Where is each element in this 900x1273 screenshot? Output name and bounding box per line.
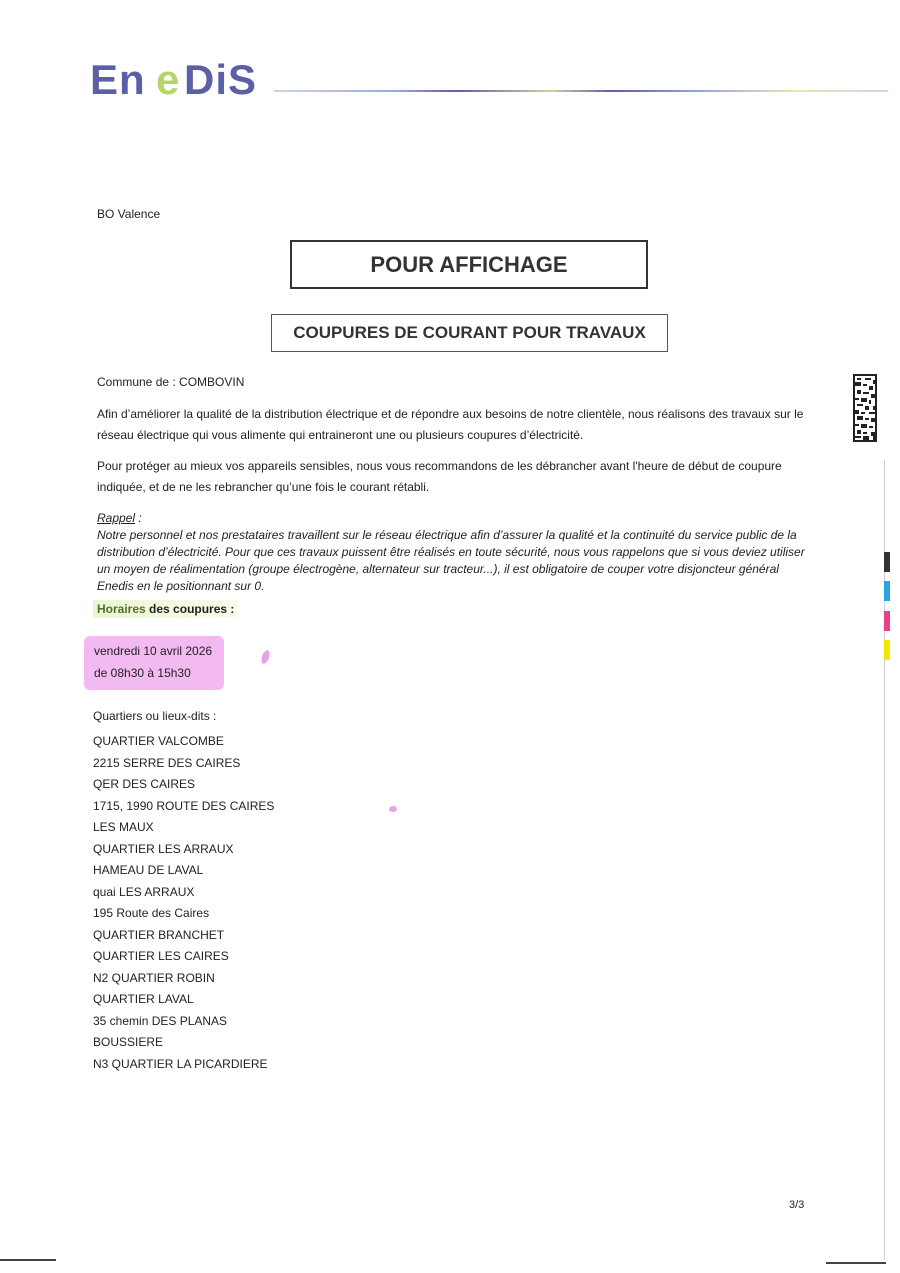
rappel-title: Rappel (97, 511, 136, 525)
title-pour-affichage: POUR AFFICHAGE (290, 240, 648, 289)
highlighter-mark (260, 649, 271, 665)
list-item: QUARTIER LAVAL (93, 992, 194, 1006)
list-item: QUARTIER LES CAIRES (93, 949, 229, 963)
svg-text:e: e (156, 56, 180, 103)
list-item: QUARTIER LES ARRAUX (93, 841, 234, 856)
list-item: N2 QUARTIER ROBIN (93, 970, 215, 985)
intro-paragraph: Afin d’améliorer la qualité de la distribution électrique et de répondre aux besoins de notre clientèle, nous réalisons des travaux sur le réseau électrique qui vous alimente qui entraineront une ou plusieurs coupures d’électricité. (97, 407, 804, 442)
list-item: 1715, 1990 ROUTE DES CAIRES (93, 798, 275, 813)
title-coupures: COUPURES DE COURANT POUR TRAVAUX (271, 314, 668, 352)
list-item: HAMEAU DE LAVAL (93, 863, 204, 877)
quartiers-label: Quartiers ou lieux-dits : (93, 709, 217, 723)
list-item: BOUSSIERE (93, 1035, 164, 1049)
list-item: 2215 SERRE DES CAIRES (93, 755, 241, 770)
horaires-label-b: des coupures : (149, 602, 235, 616)
list-item: QUARTIER BRANCHET (93, 927, 225, 942)
list-item: 195 Route des Caires (93, 906, 210, 920)
rappel-text: Notre personnel et nos prestataires travaillent sur le réseau électrique afin d’assurer la qualité et la continuité du service public de la distribution d’électricité. Pour que ces travaux puissent être réalisés en toute sécurité, nous vous rappelons que si vous deviez utiliser un moyen de réalimentation (groupe électrogène, alternateur sur tracteur...), il est obligatoire de couper votre disjoncteur général Enedis en le positionnant sur 0. (97, 528, 805, 593)
list-item: N3 QUARTIER LA PICARDIERE (93, 1056, 268, 1071)
recommendation-paragraph: Pour protéger au mieux vos appareils sensibles, nous vous recommandons de les débrancher avant l'heure de début de coupure indiquée, et de ne les rebrancher qu’une fois le courant rétabli. (97, 459, 782, 494)
list-item: 35 chemin DES PLANAS (93, 1013, 228, 1028)
page-number: 3/3 (789, 1199, 805, 1211)
color-mark-yellow (884, 640, 890, 660)
crop-mark (826, 1262, 886, 1264)
list-item: QER DES CAIRES (93, 777, 196, 791)
horaires-label-a: Horaires (97, 602, 146, 616)
list-item: QUARTIER VALCOMBE (93, 734, 224, 748)
color-mark-magenta (884, 611, 890, 631)
list-item: LES MAUX (93, 820, 154, 834)
qr-code-icon (853, 374, 877, 442)
page-edge-line (884, 460, 885, 1260)
schedule-date: vendredi 10 avril 2026 (94, 644, 213, 658)
quartiers-list (93, 731, 274, 1075)
enedis-logo (88, 56, 268, 104)
header-rule (274, 90, 888, 92)
svg-text:DiS: DiS (184, 56, 258, 103)
sender: BO Valence (97, 207, 161, 221)
horaires-heading (93, 600, 238, 618)
color-mark-black (884, 552, 890, 572)
svg-text:En: En (90, 56, 146, 103)
color-mark-cyan (884, 581, 890, 601)
schedule-time: de 08h30 à 15h30 (94, 666, 191, 680)
highlighter-mark (389, 806, 397, 812)
rappel-block: Rappel : Notre personnel et nos prestataires travaillent sur le réseau électrique afin d’assurer la qualité et la continuité du service public de la distribution d’électricité. Pour que ces travaux puissent être réalisés en toute sécurité, nous vous rappelons que si vous deviez utiliser un moyen de réalimentation (groupe électrogène, alternateur sur tracteur...), il est obligatoire de couper votre disjoncteur général Enedis en le positionnant sur 0. (97, 511, 805, 593)
commune: Commune de : COMBOVIN (97, 375, 245, 389)
crop-mark (0, 1259, 56, 1261)
list-item: quai LES ARRAUX (93, 884, 195, 899)
